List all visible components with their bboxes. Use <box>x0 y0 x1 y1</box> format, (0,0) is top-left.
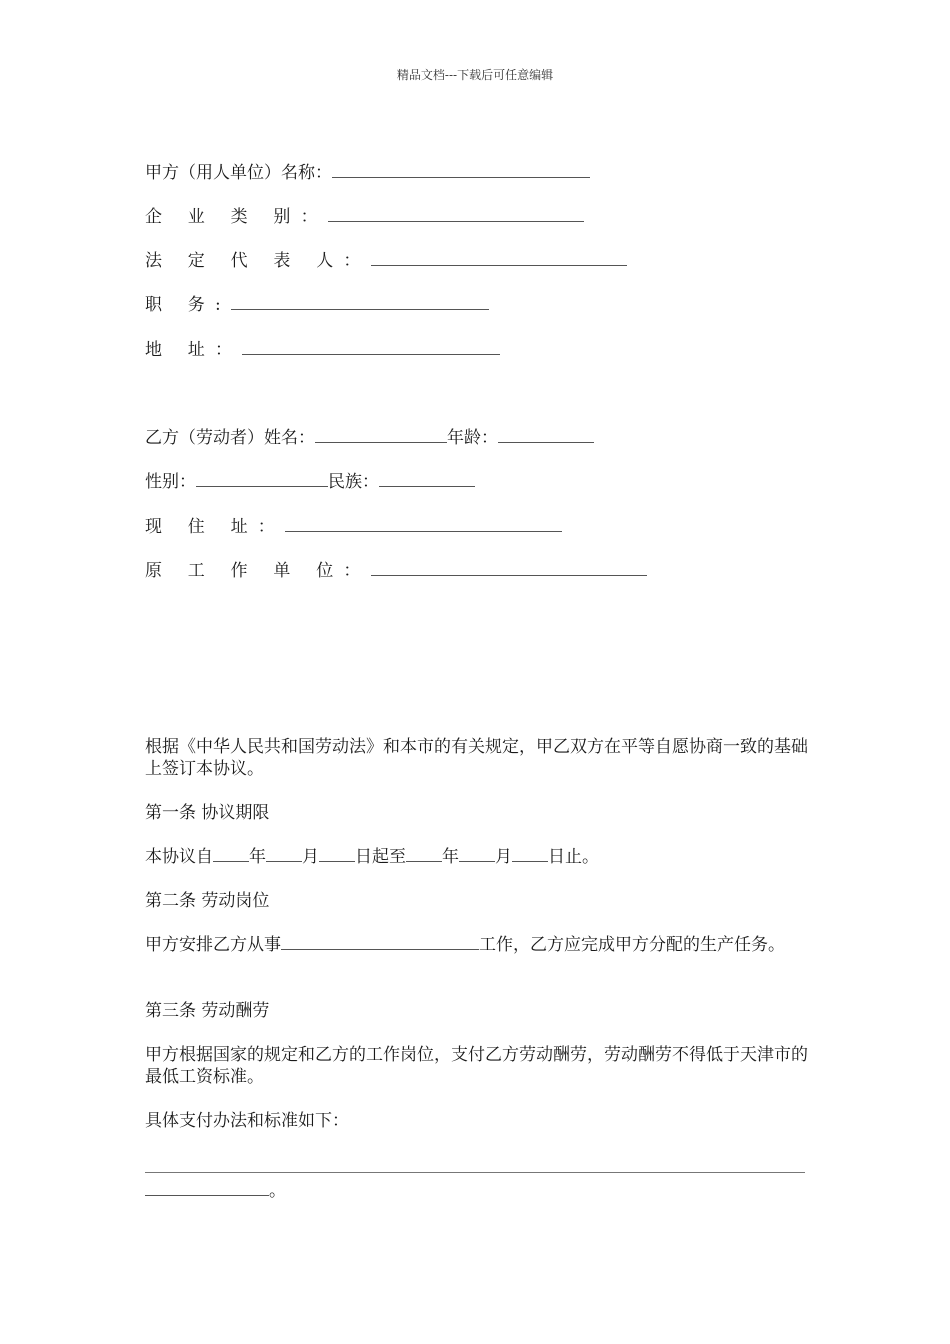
party-b-former-employer-blank[interactable] <box>371 561 647 576</box>
preamble-paragraph: 根据《中华人民共和国劳动法》和本市的有关规定，甲乙双方在平等自愿协商一致的基础上签订本协议。 <box>145 737 808 779</box>
term-start-year-blank[interactable] <box>213 847 249 862</box>
party-a-position-row <box>145 294 489 316</box>
pay-method-blank-line-2[interactable] <box>145 1181 269 1196</box>
term-day-to-label: 日止。 <box>548 847 599 867</box>
party-b-ethnicity-blank[interactable] <box>379 472 475 487</box>
party-a-legal-rep-blank[interactable] <box>371 251 627 266</box>
party-b-gender-row <box>145 471 475 493</box>
term-end-month-label: 月 <box>495 847 512 867</box>
party-a-name-row <box>145 162 590 184</box>
term-end-month-blank[interactable] <box>459 847 495 862</box>
term-row <box>145 846 599 868</box>
pay-paragraph: 甲方根据国家的规定和乙方的工作岗位，支付乙方劳动酬劳，劳动酬劳不得低于天津市的最低工资标准。 <box>145 1045 808 1087</box>
party-a-legal-rep-label: 法 定 代 表 人： <box>145 251 371 271</box>
party-a-address-blank[interactable] <box>242 340 500 355</box>
party-a-name-blank[interactable] <box>332 163 590 178</box>
party-a-name-label: 甲方（用人单位）名称： <box>145 163 332 183</box>
term-start-day-blank[interactable] <box>319 847 355 862</box>
job-suffix: 工作，乙方应完成甲方分配的生产任务。 <box>479 935 785 955</box>
term-end-day-blank[interactable] <box>512 847 548 862</box>
article1-title: 第一条 协议期限 <box>145 803 270 823</box>
party-b-current-address-label: 现 住 址： <box>145 517 286 537</box>
pay-method-blank-line-1[interactable] <box>145 1172 805 1173</box>
pay-method-end-mark: 。 <box>269 1181 286 1201</box>
term-prefix: 本协议自 <box>145 847 213 867</box>
party-b-gender-label: 性别： <box>145 472 196 492</box>
party-a-category-row <box>145 206 584 228</box>
job-prefix: 甲方安排乙方从事 <box>145 935 281 955</box>
article3-title: 第三条 劳动酬劳 <box>145 1001 270 1021</box>
term-year-label: 年 <box>249 847 266 867</box>
party-b-name-row <box>145 427 594 449</box>
party-b-current-address-blank[interactable] <box>285 517 562 532</box>
job-paragraph <box>145 934 810 956</box>
term-start-month-blank[interactable] <box>266 847 302 862</box>
party-a-category-blank[interactable] <box>328 207 584 222</box>
page-header: 精品文档---下载后可任意编辑 <box>396 68 554 82</box>
party-b-name-blank[interactable] <box>315 428 447 443</box>
term-end-year-blank[interactable] <box>406 847 442 862</box>
party-b-age-label: 年龄： <box>447 428 498 448</box>
pay-method-label: 具体支付办法和标准如下： <box>145 1111 349 1131</box>
article2-title: 第二条 劳动岗位 <box>145 891 270 911</box>
pay-method-row-2 <box>145 1180 286 1202</box>
term-month-label: 月 <box>302 847 319 867</box>
party-a-legal-rep-row <box>145 250 627 272</box>
party-a-position-label: 职 务: <box>145 295 231 315</box>
term-end-year-label: 年 <box>442 847 459 867</box>
party-b-age-blank[interactable] <box>498 428 594 443</box>
party-a-address-label: 地 址： <box>145 340 243 360</box>
party-a-category-label: 企 业 类 别： <box>145 207 328 227</box>
party-b-current-address-row <box>145 516 562 538</box>
party-b-name-label: 乙方（劳动者）姓名： <box>145 428 315 448</box>
job-blank[interactable] <box>281 935 479 950</box>
party-a-position-blank[interactable] <box>231 295 489 310</box>
party-b-ethnicity-label: 民族： <box>328 472 379 492</box>
term-day-from-label: 日起至 <box>355 847 406 867</box>
party-a-address-row <box>145 339 500 361</box>
party-b-gender-blank[interactable] <box>196 472 328 487</box>
party-b-former-employer-row <box>145 560 647 582</box>
party-b-former-employer-label: 原 工 作 单 位： <box>145 561 371 581</box>
